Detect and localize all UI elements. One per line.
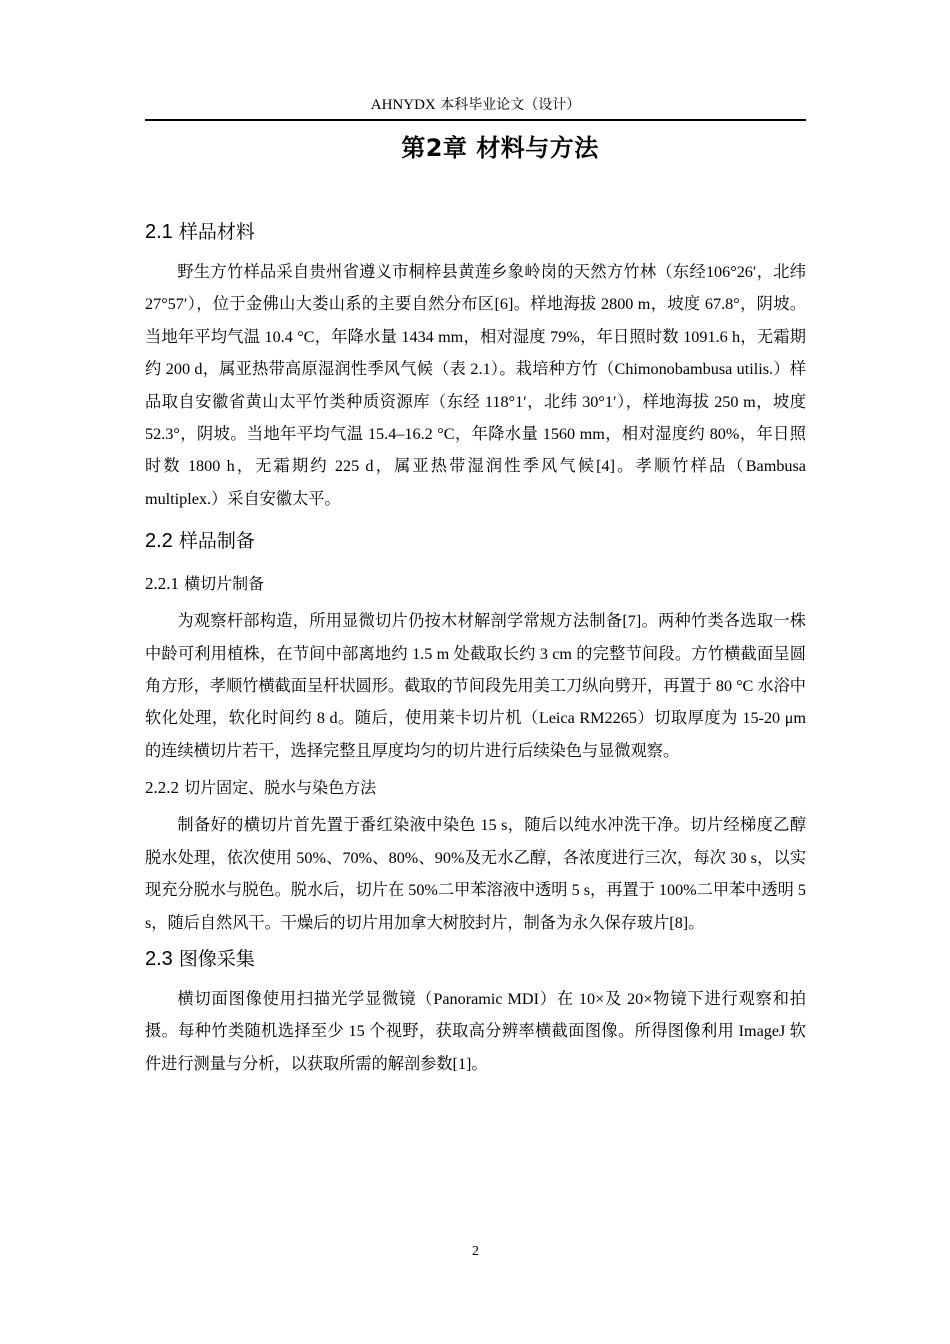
section-number: 2.1 xyxy=(145,221,173,243)
paragraph-image-acquisition: 横切面图像使用扫描光学显微镜（Panoramic MDI）在 10×及 20×物镜下进行观察和拍摄。每种竹类随机选择至少 15 个视野，获取高分辨率横截面图像。所得图像利用 ImageJ 软件进行测量与分析，以获取所需的解剖参数[1]。 xyxy=(145,989,806,1073)
subsection-number: 2.2.1 xyxy=(145,574,179,594)
chapter-title: 第2章 材料与方法 xyxy=(401,134,599,162)
section-number: 2.2 xyxy=(145,530,173,553)
section-heading-2-1 xyxy=(145,218,806,246)
header-rule xyxy=(145,119,806,121)
section-title: 图像采集 xyxy=(172,947,255,970)
paragraph-staining-method: 制备好的横切片首先置于番红染液中染色 15 s，随后以纯水冲洗干净。切片经梯度乙醇脱水处理，依次使用 50%、70%、80%、90%及无水乙醇，各浓度进行三次，每次 30 s，以实现充分脱水与脱色。脱水后，切片在 50%二甲苯溶液中透明 5 s，再置于 100%二甲苯中透明 5 s，随后自然风干。干燥后的切片用加拿大树胶封片，制备为永久保存玻片[8]。 xyxy=(145,816,807,932)
subsection-title: 切片固定、脱水与染色方法 xyxy=(179,778,377,798)
paragraph-section-preparation: 为观察杆部构造，所用显微切片仍按木材解剖学常规方法制备[7]。两种竹类各选取一株中龄可利用植株，在节间中部离地约 1.5 m 处截取长约 3 cm 的完整节间段。方竹横截面呈圆角方形，孝顺竹横截面呈杆状圆形。截取的节间段先用美工刀纵向劈开，再置于 80 °C 水浴中软化处理，软化时间约 8 d。随后，使用莱卡切片机（Leica RM2265）切取厚度为 15-20 μm 的连续横切片若干，选择完整且厚度均匀的切片进行后续染色与显微观察。 xyxy=(145,612,806,760)
paragraph-sample-materials: 野生方竹样品采自贵州省遵义市桐梓县黄莲乡象岭岗的天然方竹林（东经106°26′，北纬 27°57′），位于金佛山大娄山系的主要自然分布区[6]。样地海拔 2800 m，坡度 67.8°，阴坡。当地年平均气温 10.4 °C，年降水量 1434 mm，相对湿度 79%，年日照时数 1091.6 h，无霜期约 200 d，属亚热带高原湿润性季风气候（表 2.1）。栽培种方竹（Chimonobambusa utilis.）样品取自安徽省黄山太平竹类种质资源库（东经 118°1′，北纬 30°1′），样地海拔 250 m，坡度 52.3°，阴坡。当地年平均气温 15.4–16.2 °C，年降水量 1560 mm，相对湿度约 80%，年日照时数 1800 h，无霜期约 225 d，属亚热带湿润性季风气候[4]。孝顺竹样品（Bambusa multiplex.）采自安徽太平。 xyxy=(145,263,806,508)
section-title: 样品制备 xyxy=(172,530,255,553)
body-content xyxy=(145,210,806,1080)
section-title: 样品材料 xyxy=(172,221,255,243)
running-header xyxy=(145,96,806,114)
subsection-title: 横切片制备 xyxy=(179,574,265,594)
page-number: 2 xyxy=(472,1244,479,1259)
subsection-number: 2.2.2 xyxy=(145,778,179,798)
subsection-heading-2-2-2 xyxy=(145,775,806,801)
section-heading-2-2 xyxy=(145,527,806,555)
running-header-cn: 本科毕业论文（设计） xyxy=(435,97,581,113)
section-heading-2-3 xyxy=(145,945,806,973)
running-header-latin: AHNYDX xyxy=(370,97,436,113)
section-number: 2.3 xyxy=(145,947,173,970)
subsection-heading-2-2-1 xyxy=(145,571,806,597)
